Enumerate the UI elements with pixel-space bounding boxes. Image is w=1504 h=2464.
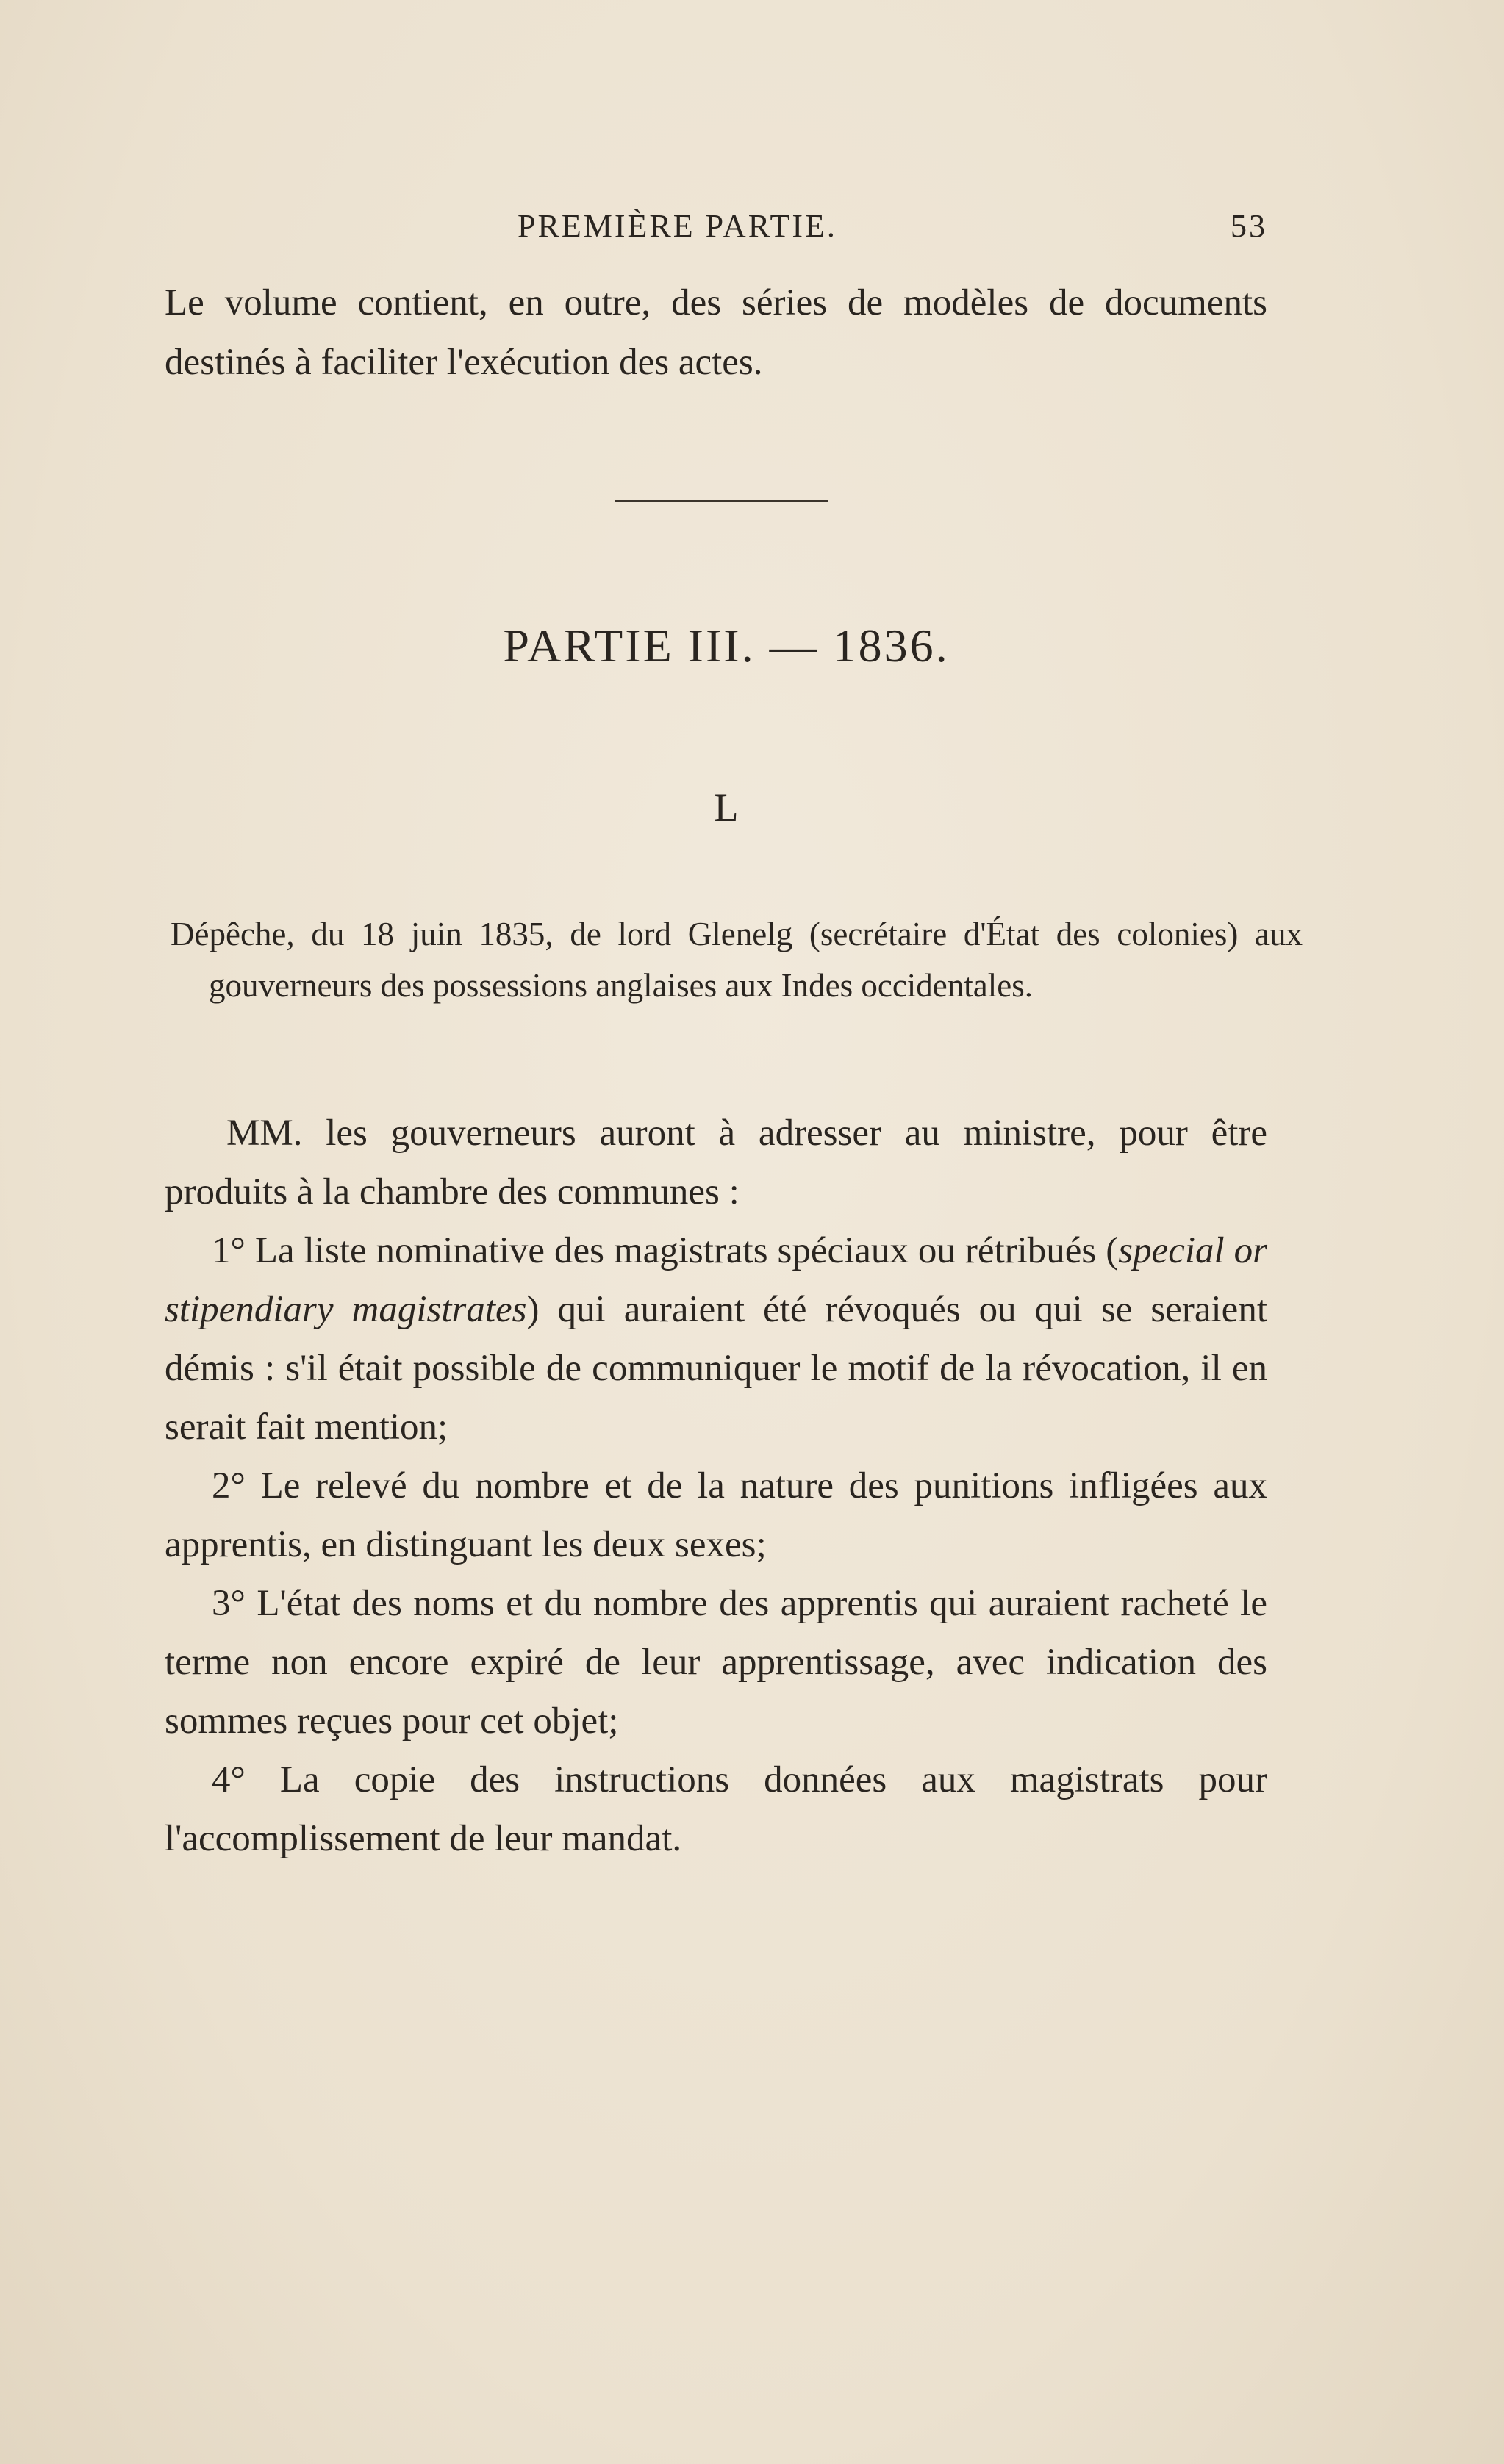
page-number: 53	[1231, 208, 1267, 244]
body-item-1-end: ) qui auraient été révoqués ou qui se seraient démis : s'il était possible de communiquer le motif de la révocation, il en serait fait mention;	[165, 1289, 1267, 1448]
document-summary: Dépêche, du 18 juin 1835, de lord Glenelg (secrétaire d'État des colonies) aux gouverneurs des possessions anglaises aux Indes occidentales.	[171, 916, 1303, 1004]
body-item-1-italic: special or stipendiary magistrates	[165, 1230, 1268, 1330]
running-head-title: PREMIÈRE PARTIE.	[518, 208, 837, 244]
section-heading	[0, 619, 1504, 673]
document-body	[165, 1104, 1267, 1868]
section-divider	[615, 500, 828, 502]
body-item-4: 4° La copie des instructions données aux magistrats pour l'accomplissement de leur mandat.	[165, 1759, 1267, 1859]
intro-paragraph: Le volume contient, en outre, des séries de modèles de documents destinés à faciliter l'exécution des actes.	[165, 282, 1267, 383]
document-number-text: L	[714, 786, 739, 830]
document-number	[0, 785, 1504, 830]
body-item-1-start: 1° La liste nominative des magistrats spéciaux ou rétribués (	[212, 1230, 1119, 1271]
body-item-1	[165, 1221, 1267, 1457]
section-heading-text: PARTIE III. — 1836.	[503, 619, 950, 672]
body-item-2: 2° Le relevé du nombre et de la nature des punitions infligées aux apprentis, en distinguant les deux sexes;	[165, 1465, 1267, 1565]
running-head	[165, 207, 1267, 251]
body-opening: MM. les gouverneurs auront à adresser au ministre, pour être produits à la chambre des communes :	[165, 1113, 1267, 1213]
body-item-3: 3° L'état des noms et du nombre des apprentis qui auraient racheté le terme non encore expiré de leur apprentissage, avec indication des sommes reçues pour cet objet;	[165, 1583, 1267, 1742]
